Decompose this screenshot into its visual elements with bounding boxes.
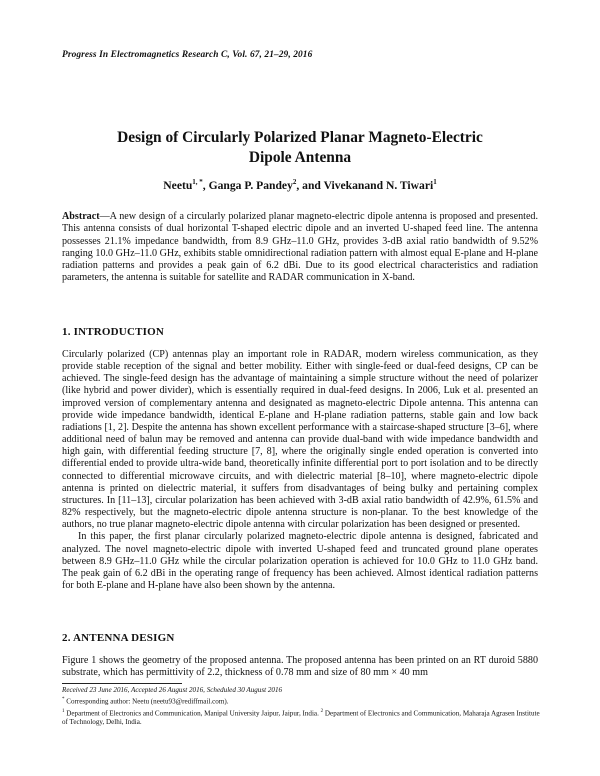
author-separator: , and [296, 178, 324, 192]
abstract [62, 211, 538, 285]
author-2-affiliation: 2 [292, 178, 297, 186]
paragraph: Circularly polarized (CP) antennas play an important role in RADAR, modern wireless communication, as they provide stable reception of the signal and better mobility. Either with single-feed or dual-feed designs, CP can be achieved. The single-feed design has the advantage of maintaining a simple structure without the need of polarizer (like hybrid and power divider), which is essentially required in dual-feed designs. In 2006, Luk et al. presented an improved version of complementary antenna and designated as magneto-electric Dipole antenna. This antenna can provide wide impedance bandwidth, identical E-plane and H-plane radiation patterns, stable gain and low back radiations [1, 2]. Despite the antenna has shown excellent performance with a staircase-shaped structure [3–6], where additional need of balun may be removed and antenna can provide dual-band with wide impedance bandwidth and high gain, with differential feeding structure [7, 8], where the originally single ended operation is converted into differential ended to provide ultra-wide band, theoretically infinite differential port to port isolation and to be directly connected to differential microwave circuits, and with dielectric material [8–10], where magneto-electric dipole antenna is printed on dielectric material, it suffers from disadvantages of being bulky and pertaining complex structures. In [11–13], circular polarization has been achieved with 3-dB axial ratio bandwidth of 42.9%, 61.5% and 82% respectively, but the magneto-electric dipole antenna structure is non-planar. To the best knowledge of the authors, no true planar magneto-electric dipole antenna with circular polarization has been designed or presented. [62, 349, 538, 531]
footnotes [62, 686, 542, 728]
abstract-text: —A new design of a circularly polarized planar magneto-electric dipole antenna is proposed and presented. This antenna consists of dual horizontal T-shaped electric dipole and an inverted U-shaped feed line. The antenna possesses 21.1% impedance bandwidth, from 8.9 GHz–11.0 GHz, provides 3-dB axial ratio bandwidth of 9.52% ranging 10.0 GHz–11.0 GHz, exhibits stable omnidirectional radiation pattern with almost equal E-plane and H-plane radiation patterns and provides a peak gain of 6.2 dBi. Due to its good electrical characteristics and radiation parameters, the antenna is suitable for satellite and RADAR communication in X-band. [62, 211, 538, 284]
paper-title [62, 128, 538, 168]
affiliations [62, 707, 542, 728]
section-heading-introduction: 1. INTRODUCTION [62, 326, 165, 338]
paragraph: In this paper, the first planar circularly polarized magneto-electric dipole antenna is designed, fabricated and analyzed. The novel magneto-electric dipole with inverted U-shaped feed and truncated ground plane operates between 8.9 GHz–11.0 GHz while the circular polarization operation is achieved for 10.0 GHz to 11.0 GHz band. The peak gain of 6.2 dBi in the operating range of frequency has been achieved. Almost identical radiation patterns for both E-plane and H-plane have also been shown by the antenna. [62, 531, 538, 591]
author-1-affiliation: 1, * [192, 178, 203, 186]
author-2: Ganga P. Pandey [208, 178, 293, 192]
author-list [62, 178, 538, 192]
title-line-1: Design of Circularly Polarized Planar Magneto-Electric [117, 129, 483, 146]
title-line-2: Dipole Antenna [248, 149, 352, 166]
author-3: Vivekanand N. Tiwari [323, 178, 434, 192]
author-1: Neetu [163, 178, 193, 192]
paragraph: Figure 1 shows the geometry of the proposed antenna. The proposed antenna has been printed on an RT duroid 5880 substrate, which has permittivity of 2.2, thickness of 0.78 mm and size of 80 mm × 40 mm [62, 655, 538, 679]
affiliation-2: Department of Electronics and Communication, Maharaja Agrasen Institute of Technology, Delhi, India. [62, 709, 540, 727]
footnote-mark: * [62, 697, 65, 703]
abstract-label: Abstract [62, 211, 100, 222]
affiliation-1: Department of Electronics and Communication, Manipal University Jaipur, Jaipur, India. [66, 709, 319, 718]
section-heading-antenna-design: 2. ANTENNA DESIGN [62, 632, 175, 644]
corresponding-text: Corresponding author: Neetu (neetu93@rediffmail.com). [66, 697, 229, 706]
journal-header: Progress In Electromagnetics Research C, Vol. 67, 21–29, 2016 [62, 50, 313, 60]
author-separator: , [202, 178, 209, 192]
footnote-mark: 1 [62, 708, 65, 714]
antenna-design-body [62, 655, 538, 679]
introduction-body [62, 349, 538, 592]
corresponding-author [62, 695, 542, 707]
footnote-mark: 2 [320, 708, 324, 714]
author-3-affiliation: 1 [433, 178, 437, 186]
footnote-rule [62, 683, 182, 684]
received-dates: Received 23 June 2016, Accepted 26 August 2016, Scheduled 30 August 2016 [62, 686, 283, 694]
